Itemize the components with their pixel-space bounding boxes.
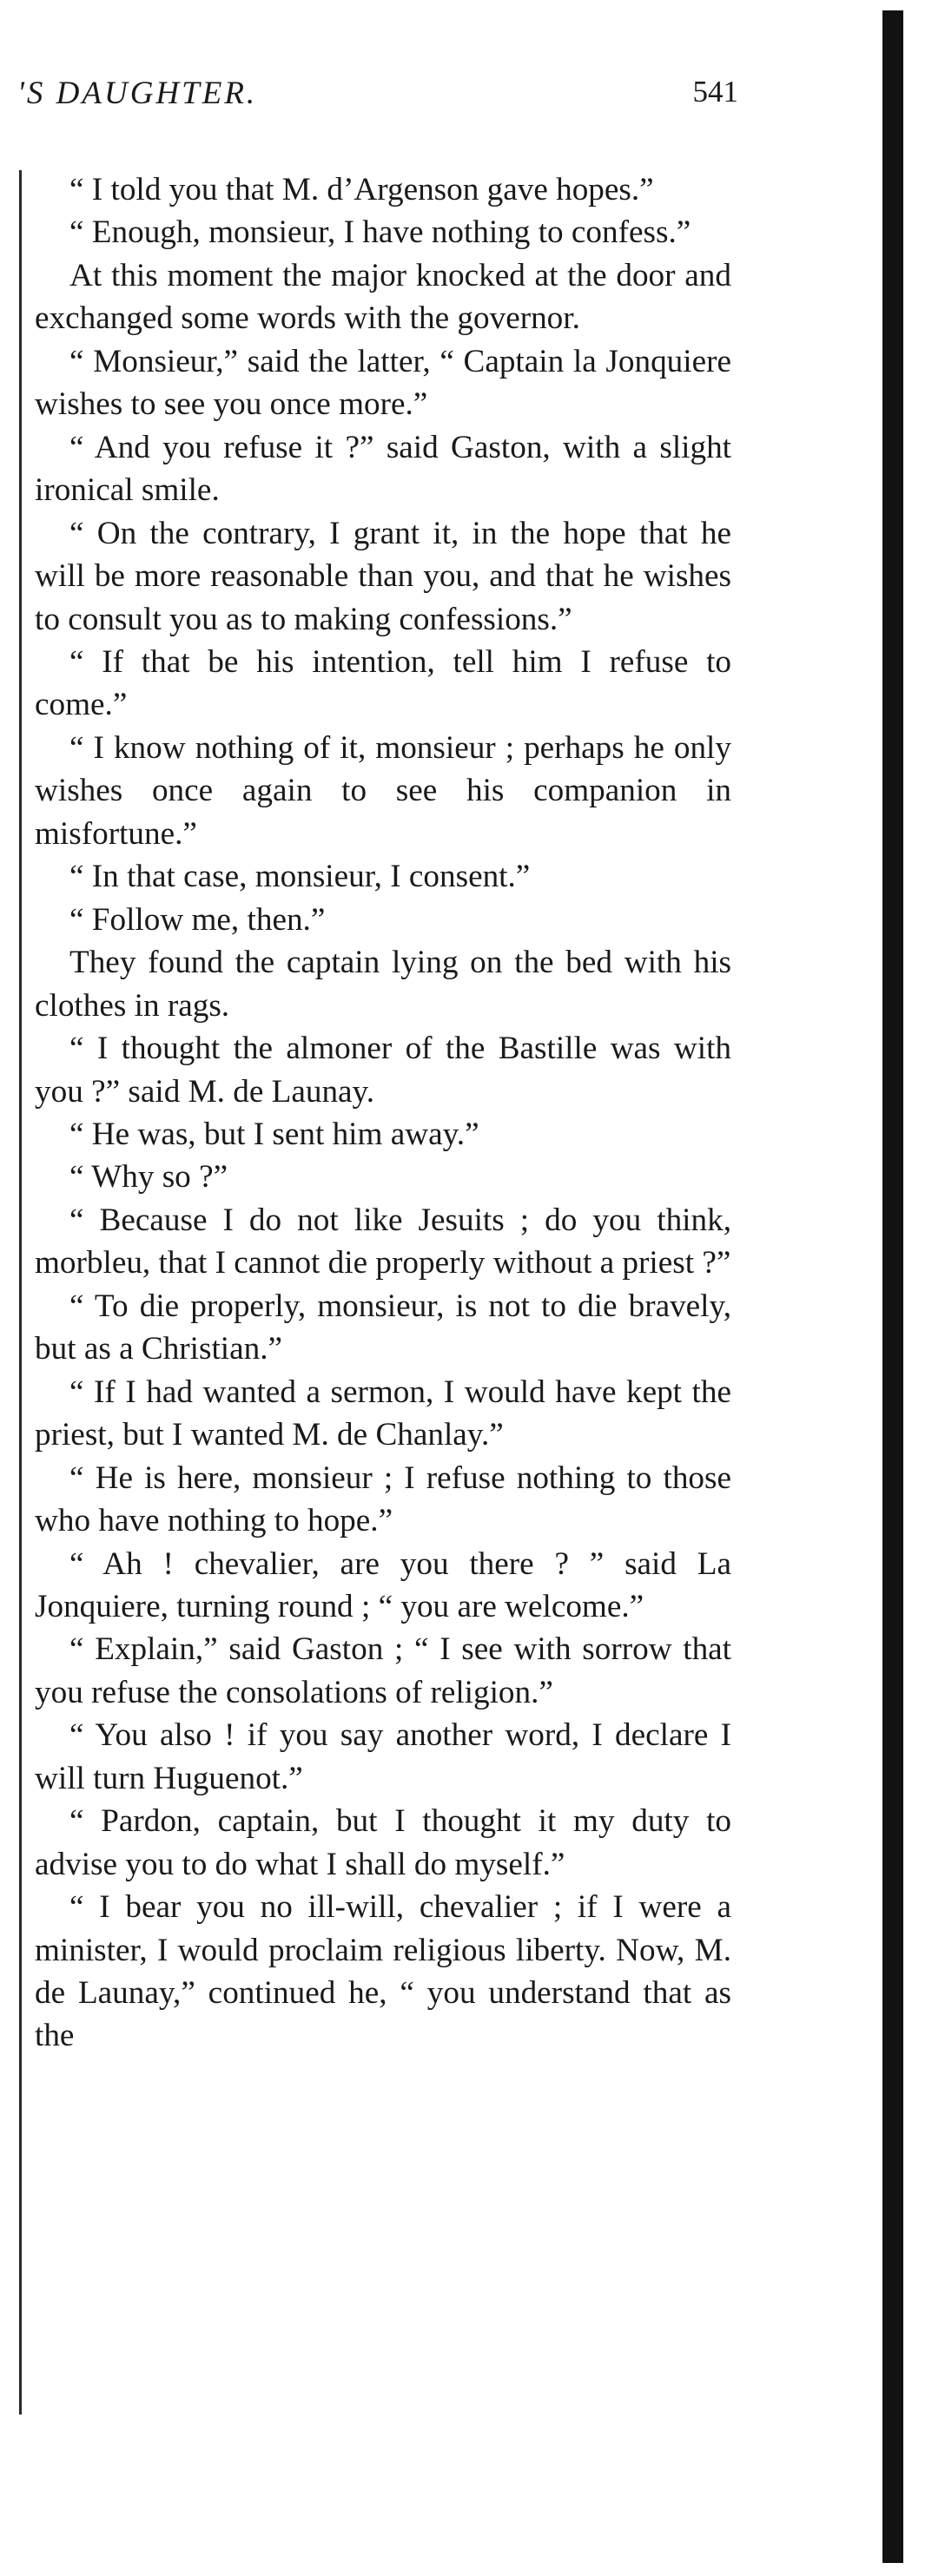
paragraph: “ He is here, monsieur ; I refuse nothing to those who have nothing to hope.”: [35, 1459, 731, 1539]
body-text: [35, 168, 731, 2058]
paragraph: “ If I had wanted a sermon, I would have kept the priest, but I wanted M. de Chanlay.”: [35, 1374, 731, 1453]
paragraph: “ I know nothing of it, monsieur ; perhaps he only wishes once again to see his companion in misfortune.”: [35, 729, 731, 852]
paragraph: “ I told you that M. d’Argenson gave hopes.”: [69, 172, 654, 208]
page-number: 541: [692, 75, 738, 109]
paragraph: “ Follow me, then.”: [69, 901, 326, 938]
paragraph: At this moment the major knocked at the door and exchanged some words with the governor.: [35, 257, 731, 337]
paragraph: They found the captain lying on the bed with his clothes in rags.: [35, 945, 731, 1024]
paragraph: “ Because I do not like Jesuits ; do you think, morbleu, that I cannot die properly without a priest ?”: [35, 1202, 731, 1281]
paragraph: “ Explain,” said Gaston ; “ I see with sorrow that you refuse the consolations of religion.”: [35, 1631, 731, 1710]
paragraph: “ To die properly, monsieur, is not to die bravely, but as a Christian.”: [35, 1288, 731, 1367]
running-title: 'S DAUGHTER.: [17, 76, 258, 111]
paragraph: “ You also ! if you say another word, I declare I will turn Huguenot.”: [35, 1717, 731, 1796]
paragraph: “ If that be his intention, tell him I refuse to come.”: [35, 643, 731, 723]
left-margin-rule: [19, 170, 22, 2415]
running-header: [17, 75, 738, 127]
paragraph: “ In that case, monsieur, I consent.”: [69, 859, 531, 895]
paragraph: “ Ah ! chevalier, are you there ? ” said La Jonquiere, turning round ; “ you are welcome.”: [35, 1545, 731, 1624]
paragraph: “ Enough, monsieur, I have nothing to confess.”: [69, 214, 691, 251]
paragraph: “ I thought the almoner of the Bastille was with you ?” said M. de Launay.: [35, 1031, 731, 1110]
paragraph: “ And you refuse it ?” said Gaston, with a slight ironical smile.: [35, 429, 731, 509]
paragraph: “ Pardon, captain, but I thought it my duty to advise you to do what I shall do myself.”: [35, 1803, 731, 1882]
page-binding-edge: [882, 10, 903, 2563]
paragraph: “ Why so ?”: [69, 1159, 228, 1196]
paragraph: “ He was, but I sent him away.”: [69, 1116, 479, 1152]
paragraph: “ Monsieur,” said the latter, “ Captain la Jonquiere wishes to see you once more.”: [35, 343, 731, 423]
paragraph: “ On the contrary, I grant it, in the hope that he will be more reasonable than you, and that he wishes to consult you as to making confessions.”: [35, 515, 731, 637]
paragraph: “ I bear you no ill-will, chevalier ; if I were a minister, I would proclaim religious liberty. Now, M. de Launay,” continued he, “ you understand that as the: [35, 1889, 731, 2054]
